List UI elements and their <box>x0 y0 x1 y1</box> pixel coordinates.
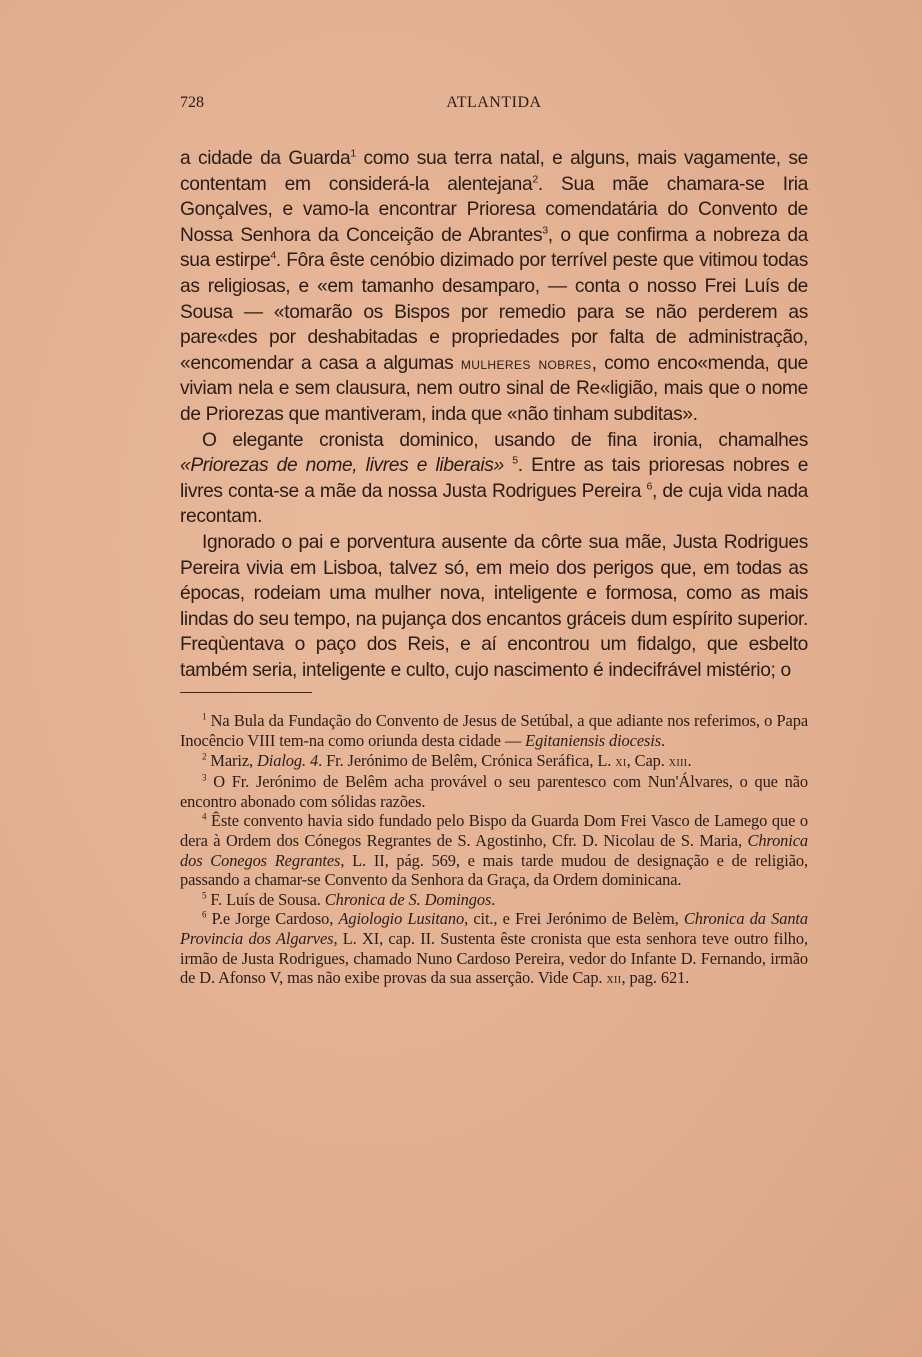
italic-quote: «Priorezas de nome, livres e liberais» <box>180 455 504 477</box>
running-head <box>180 94 808 118</box>
footnote-4: $^4$ Êste convento havia sido fundado pelo Bispo da Guarda Dom Frei Vasco de Lamego que o dera à Ordem dos Cónegos Regrantes de S. Agostinho, Cfr. D. Nicolau de S. Maria, Chronica dos Conegos Regrantes, L. II, pág. 569, e mais tarde mudou de designação e de religião, passando a chamar-se Convento da Senhora da Graça, da Ordem dominicana. <box>180 811 808 890</box>
footnote-ref-5: 5 <box>512 454 518 467</box>
footnote-divider <box>180 692 312 693</box>
footnote-2: $^2$ Mariz, Dialog. 4. Fr. Jerónimo de Belêm, Crónica Seráfica, L. xi, Cap. xiii. <box>202 750 692 770</box>
small-caps-text: mulheres nobres <box>460 352 592 373</box>
footnote-1: $^1$ Na Bula da Fundação do Convento de Jesus de Setúbal, a que adiante nos referimos, o Papa Inocêncio VIII tem-na como oriunda desta cidade — Egitaniensis diocesis. <box>180 711 808 751</box>
footnote-6: $^6$ P.e Jorge Cardoso, Agiologio Lusitano, cit., e Frei Jerónimo de Belèm, Chronica da Santa Provincia dos Algarves, L. XI, cap. II. Sustenta êste cronista que esta senhora teve outro filho, irmão de Justa Rodrigues, chamado Nuno Cardoso Pereira, vedor do Infante D. Fernando, irmão de D. Afonso V, mas não exibe provas da sua asserção. Vide Cap. xii, pag. 621. <box>180 909 808 988</box>
footnote-ref-1: 1 <box>350 147 356 160</box>
journal-title: ATLANTIDA <box>446 94 542 111</box>
footnote-ref-4: 4 <box>270 249 276 262</box>
footnote-ref-3: 3 <box>542 224 548 237</box>
main-text <box>180 146 808 683</box>
paragraph-3: Ignorado o pai e porventura ausente da côrte sua mãe, Justa Rodrigues Pereira vivia em Lisboa, talvez só, em meio dos perigos que, em todas as épocas, rodeiam uma mulher nova, inteligente e formosa, como as mais lindas do seu tempo, na pujança dos encantos gráceis dum espírito superior. Freqùentava o paço dos Reis, e aí encontrou um fidalgo, que esbelto também seria, inteligente e culto, cujo nascimento é indecifrável mistério; o <box>180 531 808 681</box>
footnote-ref-2: 2 <box>532 173 538 186</box>
footnotes <box>180 711 808 989</box>
book-page <box>180 94 808 990</box>
footnote-3: $^3$ O Fr. Jerónimo de Belêm acha provável o seu parentesco com Nun'Álvares, o que não encontro abonado com sólidas razões. <box>180 772 808 811</box>
paragraph-1: a cidade da Guarda$^1$ como sua terra natal, e alguns, mais vagamente, se contentam em considerá-la alentejana$^2$. Sua mãe chamara-se Iria Gonçalves, e vamo-la encontrar Prioresa comendatária do Convento de Nossa Senhora da Conceição de Abrantes$^3$, o que confirma a nobreza da sua estirpe$^4$. Fôra êste cenóbio dizimado por terrível peste que vitimou todas as religiosas, e «em tamanho desamparo, — conta o nosso Frei Luís de Sousa — «tomarão os Bispos por remedio para se não perderem as pare«des por deshabitadas e propriedades por falta de administração, «encomendar a casa a algumas mulheres nobres, como enco«menda, que viviam nela e sem clausura, nem outro sinal de Re«ligião, mais que o nome de Priorezas que mantiveram, inda que «não tinham subditas». <box>180 147 809 425</box>
paragraph-2: O elegante cronista dominico, usando de fina ironia, chamalhes «Priorezas de nome, livres e liberais» $^5$. Entre as tais prioresas nobres e livres conta-se a mãe da nossa Justa Rodrigues Pereira $^6$, de cuja vida nada recontam. <box>180 429 809 528</box>
footnote-ref-6: 6 <box>646 480 652 493</box>
page-number: 728 <box>180 94 204 111</box>
footnote-5: $^5$ F. Luís de Sousa. Chronica de S. Domingos. <box>202 889 496 909</box>
